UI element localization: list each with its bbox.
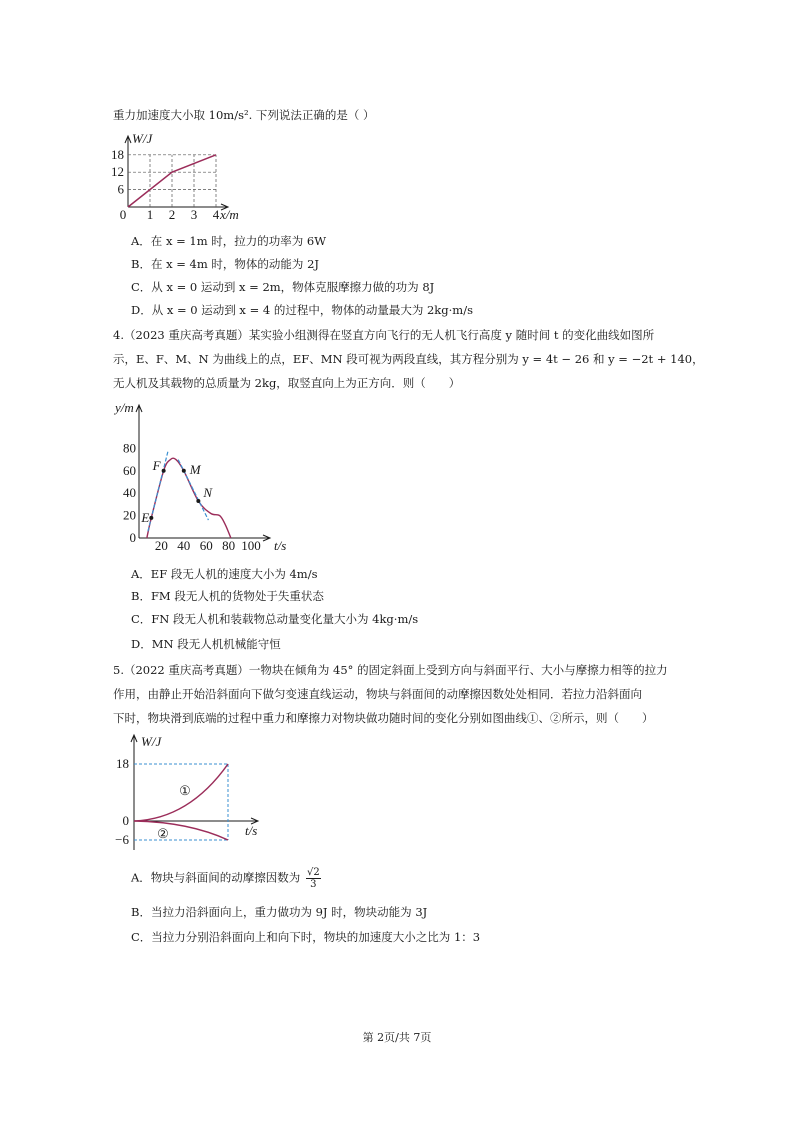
q4-x-tick-label: 40 xyxy=(177,538,191,553)
q4-y-tick-label: 40 xyxy=(123,485,136,501)
q3-y-tick-label: 6 xyxy=(117,181,124,197)
q3-y-tick-label: 18 xyxy=(111,146,124,162)
q5-stem-line3: 下时，物块滑到底端的过程中重力和摩擦力对物块做功随时间的变化分别如图曲线①、②所示，则（ ） xyxy=(113,711,654,725)
q4-x-axis-label: t/s xyxy=(274,538,287,553)
q5-stem-line2: 作用，由静止开始沿斜面向下做匀变速直线运动，物块与斜面间的动摩擦因数处处相同．若拉力沿斜面向 xyxy=(113,687,642,701)
q4-x-tick-label: 80 xyxy=(222,538,236,553)
q3-x-tick-label: 0 xyxy=(119,207,127,222)
q4-y-tick-label: 0 xyxy=(129,530,136,545)
q4-option-a: A．EF 段无人机的速度大小为 4m/s xyxy=(131,567,318,581)
q3-x-axis-label: x/m xyxy=(220,207,239,222)
q3-x-tick-label: 3 xyxy=(190,207,198,222)
q4-option-c: C．FN 段无人机和装载物总动量变化量大小为 4kg·m/s xyxy=(131,612,419,626)
q5-option-a xyxy=(131,867,321,890)
q5-fraction-numerator: √2 xyxy=(306,867,320,878)
q3-option-a: A．在 x = 1m 时，拉力的功率为 6W xyxy=(131,234,327,248)
q4-option-b: B．FM 段无人机的货物处于失重状态 xyxy=(131,589,324,603)
q4-stem-line3: 无人机及其载物的总质量为 2kg，取竖直向上为正方向．则（ ） xyxy=(113,376,461,390)
q5-y-tick-label: −6 xyxy=(115,832,129,847)
q5-fraction-denominator: 3 xyxy=(310,879,317,890)
q3-x-tick-label: 4 xyxy=(212,207,220,222)
q4-x-tick-label: 100 xyxy=(241,538,261,553)
q4-y-tick-label: 60 xyxy=(123,462,136,478)
q5-x-axis-label: t/s xyxy=(245,823,258,838)
q5-option-b: B．当拉力沿斜面向上，重力做功为 9J 时，物块动能为 3J xyxy=(131,905,428,919)
q5-curve-2-label: ② xyxy=(157,826,169,841)
q5-option-a-text: A．物块与斜面间的动摩擦因数为 xyxy=(131,870,301,885)
q5-y-tick-label: 0 xyxy=(122,813,129,828)
q3-y-axis-label: W/J xyxy=(132,131,153,146)
q5-y-tick-label: 18 xyxy=(116,756,129,771)
q5-curve-2 xyxy=(134,821,228,840)
q3-x-tick-label: 2 xyxy=(168,207,176,222)
q4-y-tick-label: 20 xyxy=(123,507,136,523)
q3-option-b: B．在 x = 4m 时，物体的动能为 2J xyxy=(131,257,319,271)
q4-stem-line1: 4.（2023 重庆高考真题）某实验小组测得在竖直方向飞行的无人机飞行高度 y 随时间 t 的变化曲线如图所 xyxy=(113,328,655,342)
q5-stem-line1: 5.（2022 重庆高考真题）一物块在倾角为 45° 的固定斜面上受到方向与斜面平行、大小与摩擦力相等的拉力 xyxy=(113,663,668,677)
q3-option-d: D．从 x = 0 运动到 x = 4 的过程中，物体的动量最大为 2kg·m/s xyxy=(131,303,473,317)
q3-y-tick-label: 12 xyxy=(111,164,124,180)
q4-point-label-n: N xyxy=(203,485,213,501)
page-footer: 第 2页/共 7页 xyxy=(362,1031,432,1044)
q4-y-axis-label: y/m xyxy=(115,400,134,415)
q5-option-c: C．当拉力分别沿斜面向上和向下时，物块的加速度大小之比为 1：3 xyxy=(131,930,481,944)
q4-point-label-f: F xyxy=(152,457,161,473)
q4-stem-line2: 示，E、F、M、N 为曲线上的点，EF、MN 段可视为两段直线，其方程分别为 y = 4t − 26 和 y = −2t + 140， xyxy=(113,352,704,366)
q4-point-label-e: E xyxy=(141,509,150,525)
q5-curve-1-label: ① xyxy=(179,783,191,798)
q4-x-tick-label: 20 xyxy=(154,538,168,553)
q4-option-d: D．MN 段无人机机械能守恒 xyxy=(131,637,281,651)
q5-y-axis-label: W/J xyxy=(141,734,162,749)
q4-x-tick-label: 60 xyxy=(199,538,213,553)
q3-x-tick-label: 1 xyxy=(146,207,154,222)
q4-point-label-m: M xyxy=(189,461,201,477)
q3-option-c: C．从 x = 0 运动到 x = 2m，物体克服摩擦力做的功为 8J xyxy=(131,280,435,294)
q5-option-a-fraction xyxy=(306,867,321,890)
q4-y-tick-label: 80 xyxy=(123,440,136,456)
q3-intro: 重力加速度大小取 10m/s². 下列说法正确的是（ ） xyxy=(113,108,375,122)
